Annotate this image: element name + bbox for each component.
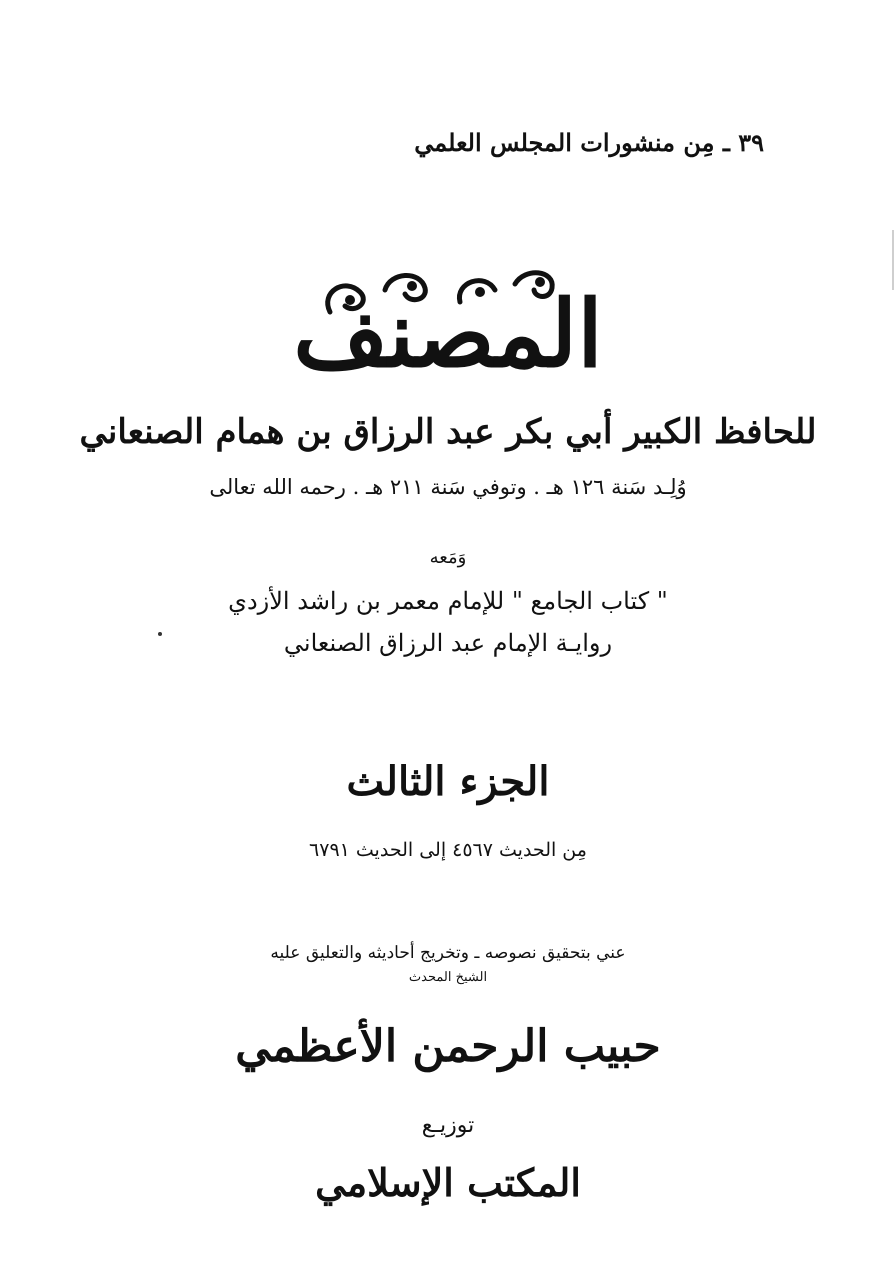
jami-line-2: روايـة الإمام عبد الرزاق الصنعاني	[283, 629, 613, 657]
series-line: ٣٩ ـ مِن منشورات المجلس العلمي	[414, 128, 764, 157]
hadith-range: مِن الحديث ٤٥٦٧ إلى الحديث ٦٧٩١	[309, 839, 587, 861]
book-title: المصنف	[293, 280, 603, 388]
editor-name: حبيب الرحمن الأعظمي	[235, 1021, 661, 1072]
with-label: وَمَعه	[429, 547, 467, 568]
dates-line: وُلِـد سَنة ١٢٦ هـ . وتوفي سَنة ٢١١ هـ . رحمه الله تعالى	[209, 475, 687, 499]
jami-line-1: " كتاب الجامع " للإمام معمر بن راشد الأزدي	[228, 587, 668, 615]
margin-mark	[892, 230, 894, 290]
volume-title: الجزء الثالث	[346, 758, 550, 805]
author-line: للحافظ الكبير أبي بكر عبد الرزاق بن همام الصنعاني	[79, 412, 817, 452]
title-block	[0, 262, 896, 388]
distribution-label: توزيـع	[421, 1113, 475, 1138]
ink-speck	[158, 632, 162, 636]
editor-title: الشيخ المحدث	[408, 970, 488, 985]
editor-role: عني بتحقيق نصوصه ـ وتخريج أحاديثه والتعليق عليه	[270, 943, 626, 963]
publisher-name: المكتب الإسلامي	[315, 1160, 581, 1205]
